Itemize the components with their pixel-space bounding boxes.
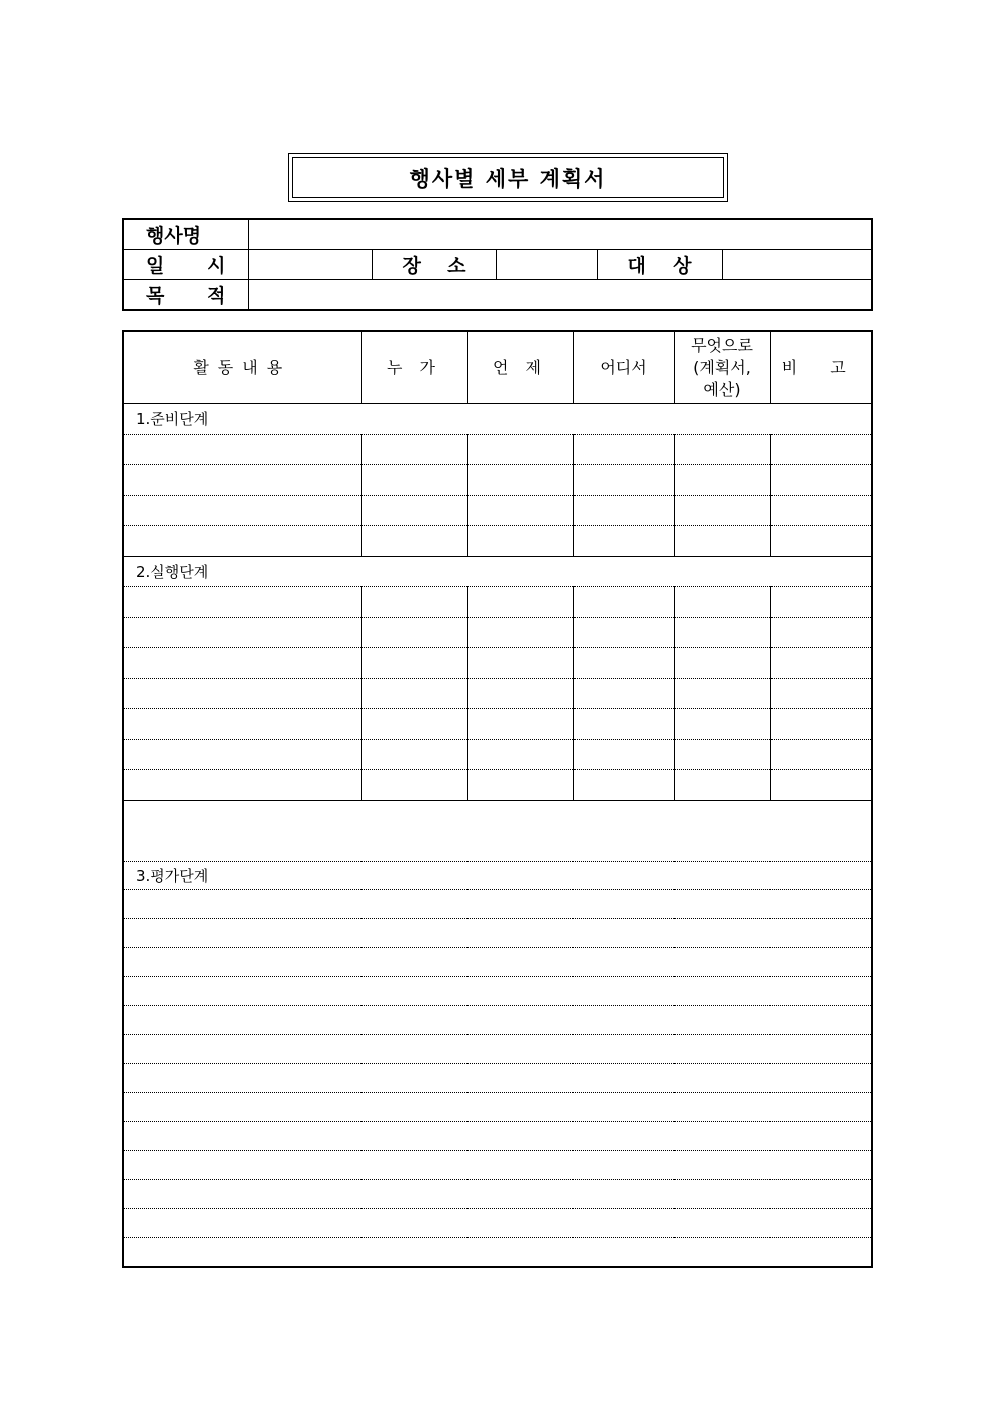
cell[interactable] [361,739,467,770]
cell[interactable] [123,678,361,709]
plan-header-row [123,331,872,404]
info-row-purpose [123,280,872,311]
cell[interactable] [770,465,872,496]
table-row [123,770,872,801]
cell[interactable] [361,709,467,740]
cell[interactable] [361,587,467,618]
stage-eval-label: 3.평가단계 [123,861,872,889]
stage-row-prep [123,404,872,435]
cell[interactable] [770,648,872,679]
cell[interactable] [123,465,361,496]
header-what-line1: 무엇으로 [691,335,753,355]
eval-line [123,1121,872,1150]
cell[interactable] [674,739,770,770]
cell[interactable] [674,709,770,740]
cell[interactable] [123,526,361,557]
eval-line-cell[interactable] [123,1092,872,1121]
cell[interactable] [123,709,361,740]
cell[interactable] [573,770,674,801]
info-row-event [123,219,872,250]
table-row [123,678,872,709]
header-activity: 활동내용 [123,331,361,404]
plan-table [122,330,873,1268]
eval-line-cell[interactable] [123,1150,872,1179]
cell[interactable] [674,434,770,465]
cell[interactable] [770,739,872,770]
table-row [123,739,872,770]
eval-line [123,1005,872,1034]
cell[interactable] [361,526,467,557]
purpose-field[interactable] [248,280,872,311]
table-row [123,465,872,496]
blank-row [123,800,872,861]
eval-line [123,1034,872,1063]
header-note: 비 고 [770,331,872,404]
cell[interactable] [361,678,467,709]
cell[interactable] [467,648,573,679]
cell[interactable] [361,495,467,526]
cell[interactable] [674,648,770,679]
eval-line-cell[interactable] [123,947,872,976]
eval-line [123,1237,872,1267]
stage-row-exec [123,556,872,587]
stage-prep-label: 1.준비단계 [123,404,872,435]
cell[interactable] [467,526,573,557]
stage-exec-label: 2.실행단계 [123,556,872,587]
eval-line [123,1208,872,1237]
eval-line-cell[interactable] [123,1208,872,1237]
eval-line [123,1150,872,1179]
target-field[interactable] [722,250,872,280]
cell[interactable] [361,434,467,465]
event-name-label: 행사명 [123,219,248,250]
cell[interactable] [123,617,361,648]
cell[interactable] [123,495,361,526]
table-row [123,495,872,526]
cell[interactable] [573,709,674,740]
cell[interactable] [573,526,674,557]
eval-line [123,1063,872,1092]
cell[interactable] [674,587,770,618]
title-inner [292,157,724,198]
cell[interactable] [573,617,674,648]
cell[interactable] [361,465,467,496]
table-row [123,526,872,557]
cell[interactable] [674,465,770,496]
cell[interactable] [361,648,467,679]
cell[interactable] [674,526,770,557]
cell[interactable] [467,739,573,770]
eval-line [123,1179,872,1208]
eval-line-cell[interactable] [123,918,872,947]
place-label: 장 소 [372,250,496,280]
cell[interactable] [674,495,770,526]
eval-line-cell[interactable] [123,1121,872,1150]
cell[interactable] [361,770,467,801]
datetime-label: 일 시 [123,250,248,280]
cell[interactable] [573,678,674,709]
table-row [123,434,872,465]
purpose-label: 목 적 [123,280,248,311]
datetime-field[interactable] [248,250,372,280]
info-row-datetime [123,250,872,280]
eval-line-cell[interactable] [123,1237,872,1267]
cell[interactable] [123,648,361,679]
cell[interactable] [770,770,872,801]
stage-row-eval [123,861,872,889]
title-box [288,153,728,202]
cell[interactable] [770,709,872,740]
cell[interactable] [467,587,573,618]
table-row [123,648,872,679]
table-row [123,709,872,740]
blank-area[interactable] [123,800,872,861]
page-title: 행사별 세부 계획서 [409,166,607,191]
cell[interactable] [573,739,674,770]
cell[interactable] [467,434,573,465]
cell[interactable] [467,709,573,740]
info-table [122,218,873,311]
cell[interactable] [467,465,573,496]
cell[interactable] [467,770,573,801]
eval-line-cell[interactable] [123,1179,872,1208]
eval-line [123,976,872,1005]
cell[interactable] [361,617,467,648]
header-when: 언 제 [467,331,573,404]
eval-line [123,889,872,918]
eval-line [123,1092,872,1121]
table-row [123,587,872,618]
cell[interactable] [770,678,872,709]
cell[interactable] [674,617,770,648]
cell[interactable] [573,465,674,496]
eval-line [123,918,872,947]
header-where: 어디서 [573,331,674,404]
cell[interactable] [123,739,361,770]
eval-line-cell[interactable] [123,1063,872,1092]
eval-line [123,947,872,976]
event-name-field[interactable] [248,219,872,250]
cell[interactable] [123,770,361,801]
cell[interactable] [770,617,872,648]
eval-line-cell[interactable] [123,1034,872,1063]
header-what-line3: 예산) [703,379,741,399]
eval-line-cell[interactable] [123,1005,872,1034]
header-what-line2: (계획서, [693,357,751,377]
cell[interactable] [573,587,674,618]
header-who: 누 가 [361,331,467,404]
cell[interactable] [770,434,872,465]
cell[interactable] [123,587,361,618]
cell[interactable] [674,770,770,801]
cell[interactable] [573,495,674,526]
cell[interactable] [467,617,573,648]
cell[interactable] [770,495,872,526]
cell[interactable] [770,587,872,618]
cell[interactable] [467,495,573,526]
target-label: 대 상 [597,250,722,280]
cell[interactable] [467,678,573,709]
cell[interactable] [674,678,770,709]
eval-line-cell[interactable] [123,976,872,1005]
header-what [674,331,770,404]
table-row [123,617,872,648]
cell[interactable] [573,434,674,465]
eval-line-cell[interactable] [123,889,872,918]
cell[interactable] [770,526,872,557]
cell[interactable] [573,648,674,679]
place-field[interactable] [496,250,597,280]
cell[interactable] [123,434,361,465]
